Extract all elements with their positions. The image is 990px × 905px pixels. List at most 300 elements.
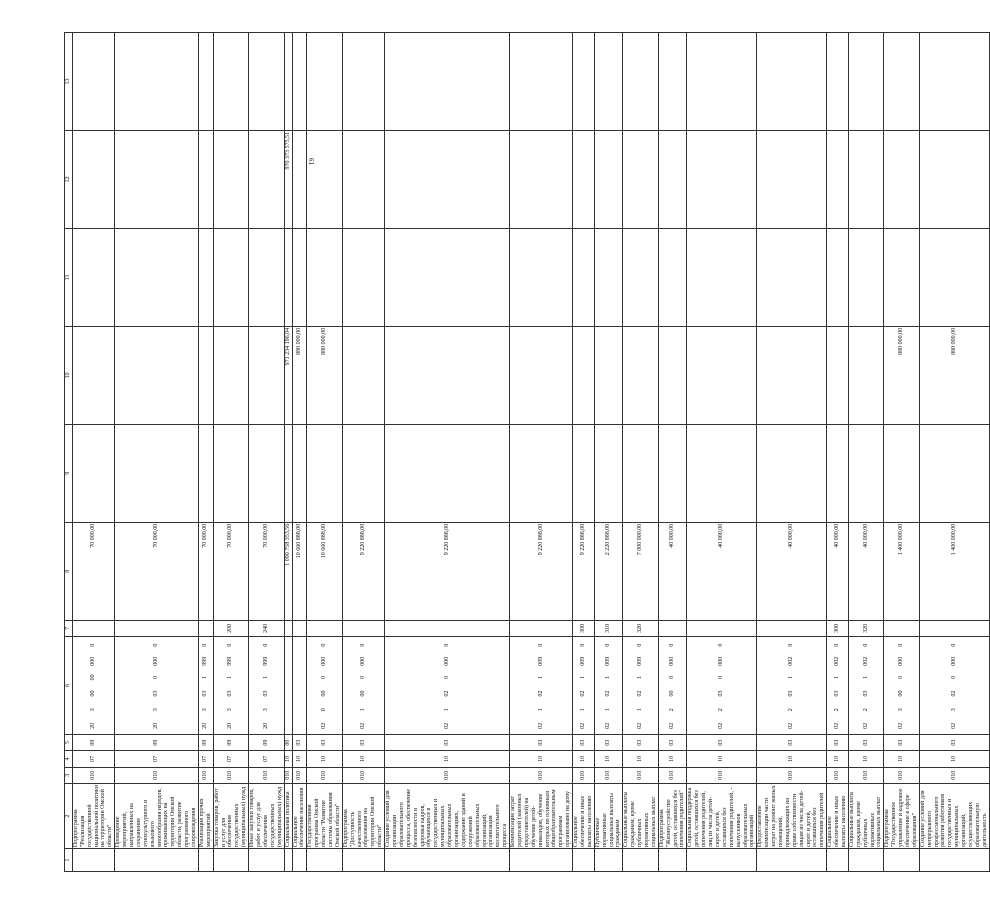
amount-col8-cell: 40 000,00: [658, 522, 687, 620]
target-code-part: 0: [580, 643, 587, 647]
target-code-part: 1: [834, 675, 841, 679]
amount-col13-cell: [919, 33, 989, 131]
admin-code-cell: 010: [594, 767, 623, 783]
target-code-part: 0: [321, 675, 328, 679]
target-code-group: [510, 637, 572, 734]
row-name-cell: Проведение мероприятий, направленных на сохранение этнокультурного и языкового многообразия народов, проживающих на территории Омской области, развитие программного сопровождения: [115, 783, 199, 848]
table-row: [510, 33, 573, 872]
section-code-cell: 10: [307, 751, 342, 767]
subsection-code-cell: 09: [198, 734, 213, 750]
expense-type-cell: [385, 620, 510, 636]
table-body: [65, 33, 990, 872]
amount-col11-cell: [307, 228, 342, 326]
amount-col10-cell: [573, 326, 595, 424]
section-code-cell: 10: [658, 751, 687, 767]
target-code-part: 3: [950, 708, 957, 712]
amount-col13-cell: [249, 33, 284, 131]
row-name-cell: Подпрограмма "Реализация государственной национальной политики на территории Омской области": [72, 784, 114, 848]
section-code-cell: 10: [385, 751, 510, 767]
amount-col9-cell: [848, 424, 883, 522]
amount-col10-cell: [658, 326, 687, 424]
amount-col13-cell: [594, 33, 623, 131]
target-code-part: 1: [862, 675, 869, 679]
target-code-group: [199, 637, 213, 734]
amount-col8-cell: 70 000,00: [213, 522, 248, 620]
amount-col11-cell: [919, 228, 989, 326]
admin-code-cell: 010: [848, 767, 883, 783]
section-code-cell: 10: [284, 751, 292, 767]
expense-type-cell: [342, 620, 384, 636]
target-code-part: 00: [669, 690, 676, 697]
target-code-part: 009: [637, 656, 644, 666]
row-name-cell: Компенсация затрат родителей (законных представителей) на обучение детей-инвалидов, обучение которых по основным общеобразовательным программам организовано на дому: [510, 783, 573, 848]
section-code-cell: 07: [249, 751, 284, 767]
target-code-part: 0: [834, 643, 841, 647]
table-row: [757, 33, 827, 872]
amount-col13-cell: [757, 33, 827, 131]
header-cell: 9: [65, 424, 73, 522]
expense-type-cell: [198, 620, 213, 636]
target-code-part: 0: [950, 675, 957, 679]
row-number-cell: [342, 849, 384, 872]
row-number-cell: [623, 849, 658, 872]
target-code-part: 1: [262, 675, 269, 679]
expense-type-cell: [757, 620, 827, 636]
target-code-cell: [307, 637, 342, 735]
row-name-cell: Социальная поддержка детей, оставшихся без попечения родителей, лиц из числа детей-сирот и детей, оставшихся без попечения родителей, - выпускников образовательных организаций: [687, 783, 757, 848]
section-code-cell: 10: [292, 751, 307, 767]
subsection-code-cell: 03: [757, 734, 827, 750]
amount-col12-cell: [594, 131, 623, 229]
amount-col9-cell: [72, 424, 114, 522]
amount-col10-cell: 880 000,00: [884, 326, 919, 424]
expense-type-cell: [284, 620, 292, 636]
target-code-cell: [827, 637, 849, 735]
target-code-part: 000: [443, 656, 450, 666]
amount-col9-cell: [284, 424, 292, 522]
expense-type-cell: [115, 620, 199, 636]
row-number-cell: [594, 849, 623, 872]
row-name-cell: Подпрограмма "Доступность качественного образования на территории Омской области": [342, 783, 384, 848]
subsection-code-cell: 03: [848, 734, 883, 750]
amount-col11-cell: [623, 228, 658, 326]
amount-col8-cell: 1 090 758 353,56: [284, 522, 292, 620]
expense-type-cell: 310: [594, 620, 623, 636]
row-name-cell: Социальное обеспечение и иные выплаты населению: [827, 783, 849, 848]
admin-code-cell: 010: [757, 767, 827, 783]
row-number-cell: [385, 849, 510, 872]
table-row: [658, 33, 687, 872]
amount-col8-cell: 40 000,00: [687, 522, 757, 620]
amount-col10-cell: [594, 326, 623, 424]
target-code-part: 0: [669, 675, 676, 679]
subsection-code-cell: 00: [284, 734, 292, 750]
admin-code-cell: 010: [284, 767, 292, 783]
row-number-cell: [213, 849, 248, 872]
row-number-cell: [848, 849, 883, 872]
amount-col12-cell: [848, 131, 883, 229]
target-code-part: 3: [153, 708, 160, 712]
amount-col8-cell: 70 000,00: [249, 522, 284, 620]
target-code-group: [249, 637, 283, 734]
amount-col8-cell: 40 000,00: [757, 522, 827, 620]
amount-col9-cell: [623, 424, 658, 522]
target-code-part: 1: [359, 708, 366, 712]
target-code-part: 0: [443, 643, 450, 647]
target-code-part: 03: [262, 690, 269, 697]
amount-col13-cell: [884, 33, 919, 131]
amount-col9-cell: [342, 424, 384, 522]
admin-code-cell: 010: [919, 767, 989, 783]
table-row: [594, 33, 623, 872]
subsection-code-cell: 03: [919, 734, 989, 750]
row-number-cell: [115, 849, 199, 872]
row-name-cell: Закупка товаров, работ и услуг для обеспечения государственных (муниципальных) нужд: [213, 783, 248, 848]
admin-code-cell: 010: [249, 767, 284, 783]
amount-col12-cell: [884, 131, 919, 229]
row-number-cell: [72, 849, 114, 872]
target-code-part: 0: [605, 643, 612, 647]
row-name-cell: Подпрограмма "Государственное управление и кадровое обеспечение в сфере образования": [884, 783, 919, 848]
target-code-part: 1: [202, 675, 209, 679]
target-code-part: 000: [669, 656, 676, 666]
target-code-part: 000: [898, 656, 905, 666]
target-code-cell: [848, 637, 883, 735]
amount-col9-cell: [307, 424, 342, 522]
header-cell: 10: [65, 326, 73, 424]
amount-col10-cell: [687, 326, 757, 424]
admin-code-cell: 010: [687, 767, 757, 783]
target-code-part: 03: [788, 690, 795, 697]
amount-col8-cell: 1 400 000,00: [919, 522, 989, 620]
target-code-part: 009: [537, 656, 544, 666]
amount-col11-cell: [510, 228, 573, 326]
admin-code-cell: 010: [827, 767, 849, 783]
target-code-cell: [213, 637, 248, 735]
target-code-group: [920, 637, 989, 734]
amount-col12-cell: [623, 131, 658, 229]
target-code-part: 0: [637, 643, 644, 647]
target-code-part: 0: [153, 675, 160, 679]
target-code-part: 03: [834, 690, 841, 697]
amount-col12-cell: [385, 131, 510, 229]
amount-col10-cell: [342, 326, 384, 424]
header-cell: 12: [65, 131, 73, 229]
target-code-cell: [623, 637, 658, 735]
target-code-part: 0: [669, 643, 676, 647]
section-code-cell: 10: [687, 751, 757, 767]
amount-col13-cell: [284, 33, 292, 131]
row-name-cell: Государственная программа Омской области "Развитие системы образования Омской области": [307, 783, 342, 848]
row-name-cell: Предоставление компенсации части затрат на ремонт жилых помещений, принадлежащих на праве собственности лицам из числа детей-сирот и детей, оставшихся без попечения родителей: [757, 783, 827, 848]
amount-col11-cell: [115, 228, 199, 326]
target-code-part: 1: [605, 708, 612, 712]
amount-col9-cell: [757, 424, 827, 522]
target-code-part: 0: [862, 643, 869, 647]
admin-code-cell: 010: [385, 767, 510, 783]
amount-col9-cell: [213, 424, 248, 522]
target-code-part: 02: [862, 722, 869, 729]
amount-col9-cell: [594, 424, 623, 522]
amount-col13-cell: [623, 33, 658, 131]
section-code-cell: 10: [623, 751, 658, 767]
target-code-part: 02: [443, 690, 450, 697]
target-code-part: 0: [898, 675, 905, 679]
target-code-part: 02: [321, 722, 328, 729]
amount-col11-cell: [213, 228, 248, 326]
expense-type-cell: [919, 620, 989, 636]
amount-col11-cell: [198, 228, 213, 326]
target-code-part: 3: [90, 708, 97, 712]
target-code-part: 20: [90, 722, 97, 729]
amount-col10-cell: 880 000,00: [919, 326, 989, 424]
table-row: [342, 33, 384, 872]
target-code-part: 999: [202, 656, 209, 666]
target-code-group: [659, 637, 687, 734]
amount-col10-cell: [827, 326, 849, 424]
expense-type-cell: [510, 620, 573, 636]
subsection-code-cell: 03: [884, 734, 919, 750]
admin-code-cell: 010: [658, 767, 687, 783]
target-code-group: [293, 637, 307, 734]
target-code-part: 1: [443, 708, 450, 712]
amount-col10-cell: 880 000,00: [292, 326, 307, 424]
target-code-part: 02: [443, 722, 450, 729]
amount-col8-cell: 40 000,00: [848, 522, 883, 620]
target-code-part: 0: [359, 675, 366, 679]
admin-code-cell: 010: [213, 767, 248, 783]
amount-col8-cell: 9 220 888,00: [573, 522, 595, 620]
table-row: [884, 33, 919, 872]
target-code-part: 009: [605, 656, 612, 666]
amount-col8-cell: 10 660 888,00: [307, 522, 342, 620]
target-code-cell: [342, 637, 384, 735]
expense-type-cell: 200: [213, 620, 248, 636]
table-row: [249, 33, 284, 872]
target-code-part: 002: [862, 656, 869, 666]
amount-col9-cell: [115, 424, 199, 522]
target-code-part: 0: [718, 643, 725, 647]
amount-col9-cell: [198, 424, 213, 522]
target-code-group: [73, 637, 114, 734]
target-code-part: 1: [580, 708, 587, 712]
target-code-part: 002: [834, 656, 841, 666]
target-code-part: 02: [580, 690, 587, 697]
section-code-cell: 10: [594, 751, 623, 767]
target-code-cell: [198, 637, 213, 735]
row-name-cell: Социальное обеспечение и иные выплаты населению: [573, 783, 595, 848]
amount-col10-cell: [757, 326, 827, 424]
header-cell: 11: [65, 228, 73, 326]
header-cell: 4: [65, 751, 73, 767]
target-code-cell: [292, 637, 307, 735]
amount-col13-cell: [827, 33, 849, 131]
table-row: [573, 33, 595, 872]
expense-type-cell: 240: [249, 620, 284, 636]
target-code-part: 009: [580, 656, 587, 666]
target-code-part: 02: [580, 722, 587, 729]
header-cell: 7: [65, 620, 73, 636]
admin-code-cell: 010: [115, 767, 199, 783]
amount-col12-cell: [292, 131, 307, 229]
amount-col13-cell: [573, 33, 595, 131]
header-cell: 13: [65, 33, 73, 131]
admin-code-cell: 010: [573, 767, 595, 783]
amount-col11-cell: [292, 228, 307, 326]
amount-col12-cell: [198, 131, 213, 229]
subsection-code-cell: 09: [213, 734, 248, 750]
target-code-part: 00: [321, 690, 328, 697]
table-row: [385, 33, 510, 872]
amount-col8-cell: 70 000,00: [198, 522, 213, 620]
row-name-cell: Публичные нормативные социальные выплаты гражданам: [594, 783, 623, 848]
row-number-cell: [307, 849, 342, 872]
target-code-group: [849, 637, 883, 734]
amount-col11-cell: [757, 228, 827, 326]
row-number-cell: [573, 849, 595, 872]
amount-col11-cell: [72, 228, 114, 326]
amount-col13-cell: [115, 33, 199, 131]
target-code-cell: [385, 637, 510, 735]
amount-col8-cell: 70 000,00: [72, 522, 114, 620]
target-code-cell: [115, 637, 199, 735]
amount-col12-cell: [573, 131, 595, 229]
table-row: [198, 33, 213, 872]
amount-col8-cell: 2 220 888,00: [594, 522, 623, 620]
target-code-cell: [658, 637, 687, 735]
admin-code-cell: 010: [292, 767, 307, 783]
row-number-cell: [292, 849, 307, 872]
table-row: [284, 33, 292, 872]
target-code-part: 000: [718, 656, 725, 666]
table-row: [307, 33, 342, 872]
amount-col13-cell: [385, 33, 510, 131]
target-code-group: [307, 637, 341, 734]
target-code-group: [115, 637, 198, 734]
amount-col11-cell: [658, 228, 687, 326]
target-code-part: 02: [537, 722, 544, 729]
amount-col10-cell: 880 000,00: [307, 326, 342, 424]
table-row: [919, 33, 989, 872]
target-code-cell: [919, 637, 989, 735]
target-code-cell: [249, 637, 284, 735]
amount-col12-cell: [213, 131, 248, 229]
amount-col10-cell: [848, 326, 883, 424]
target-code-part: 1: [637, 675, 644, 679]
target-code-part: 03: [718, 690, 725, 697]
target-code-part: 1: [637, 708, 644, 712]
amount-col8-cell: 7 000 000,00: [623, 522, 658, 620]
expense-type-cell: [884, 620, 919, 636]
header-cell: 6: [65, 637, 73, 735]
amount-col13-cell: [658, 33, 687, 131]
amount-col12-cell: [249, 131, 284, 229]
section-code-cell: 10: [884, 751, 919, 767]
target-code-part: 02: [950, 690, 957, 697]
amount-col9-cell: [658, 424, 687, 522]
target-code-part: 02: [605, 690, 612, 697]
expense-type-cell: [72, 620, 114, 636]
amount-col9-cell: [827, 424, 849, 522]
amount-col11-cell: [848, 228, 883, 326]
row-number-cell: [827, 849, 849, 872]
amount-col13-cell: [307, 33, 342, 131]
target-code-part: 1: [227, 675, 234, 679]
target-code-group: [827, 637, 848, 734]
table-row: [213, 33, 248, 872]
target-code-part: 2: [788, 708, 795, 712]
target-code-part: 02: [950, 722, 957, 729]
header-cell: 8: [65, 522, 73, 620]
section-code-cell: 10: [510, 751, 573, 767]
amount-col13-cell: [72, 33, 114, 131]
table-row: [687, 33, 757, 872]
target-code-part: 0: [788, 643, 795, 647]
target-code-part: 2: [718, 708, 725, 712]
row-number-cell: [658, 849, 687, 872]
subsection-code-cell: 03: [687, 734, 757, 750]
target-code-cell: [72, 637, 114, 735]
amount-col13-cell: [848, 33, 883, 131]
table-row: [623, 33, 658, 872]
target-code-group: [214, 637, 248, 734]
subsection-code-cell: 09: [115, 734, 199, 750]
target-code-part: 0: [202, 643, 209, 647]
header-cell: 3: [65, 767, 73, 783]
subsection-code-cell: 09: [249, 734, 284, 750]
target-code-group: [884, 637, 918, 734]
admin-code-cell: 010: [342, 767, 384, 783]
header-cell: 1: [65, 849, 73, 872]
amount-col10-cell: 971 234 196,04: [284, 326, 292, 424]
target-code-part: 03: [153, 690, 160, 697]
target-code-part: 1: [788, 675, 795, 679]
subsection-code-cell: 03: [594, 734, 623, 750]
target-code-cell: [594, 637, 623, 735]
subsection-code-cell: 03: [623, 734, 658, 750]
target-code-part: 0: [153, 643, 160, 647]
amount-col11-cell: [827, 228, 849, 326]
amount-col9-cell: [573, 424, 595, 522]
target-code-part: 0: [359, 643, 366, 647]
target-code-part: 03: [202, 690, 209, 697]
table-row: [115, 33, 199, 872]
target-code-cell: [687, 637, 757, 735]
target-code-group: [595, 637, 623, 734]
target-code-part: 2: [862, 708, 869, 712]
amount-col12-cell: [757, 131, 827, 229]
target-code-part: 02: [637, 722, 644, 729]
amount-col12-cell: 970 373 575,51: [284, 131, 292, 229]
header-cell: 2: [65, 783, 73, 848]
expense-type-cell: [658, 620, 687, 636]
page-number: 61: [307, 158, 315, 165]
header-cell: 5: [65, 734, 73, 750]
target-code-part: 00: [898, 690, 905, 697]
admin-code-cell: 010: [307, 767, 342, 783]
amount-col11-cell: [284, 228, 292, 326]
row-name-cell: Создание условий для организации образовательного процесса, обеспечение безопасности и здоровья кадров, обучающихся в государственных и муниципальных образовательных организациях, содержание зданий и сооружений образовательных организаций, организация воспитательного процесса: [385, 783, 510, 848]
amount-col9-cell: [884, 424, 919, 522]
target-code-part: 000: [153, 656, 160, 666]
row-name-cell: Реализация прочих мероприятий: [198, 783, 213, 848]
target-code-part: 0: [950, 643, 957, 647]
amount-col8-cell: 9 220 888,00: [385, 522, 510, 620]
expense-type-cell: 300: [827, 620, 849, 636]
amount-col9-cell: [510, 424, 573, 522]
target-code-part: 002: [788, 656, 795, 666]
row-name-cell: Социальная политика: [284, 783, 292, 848]
